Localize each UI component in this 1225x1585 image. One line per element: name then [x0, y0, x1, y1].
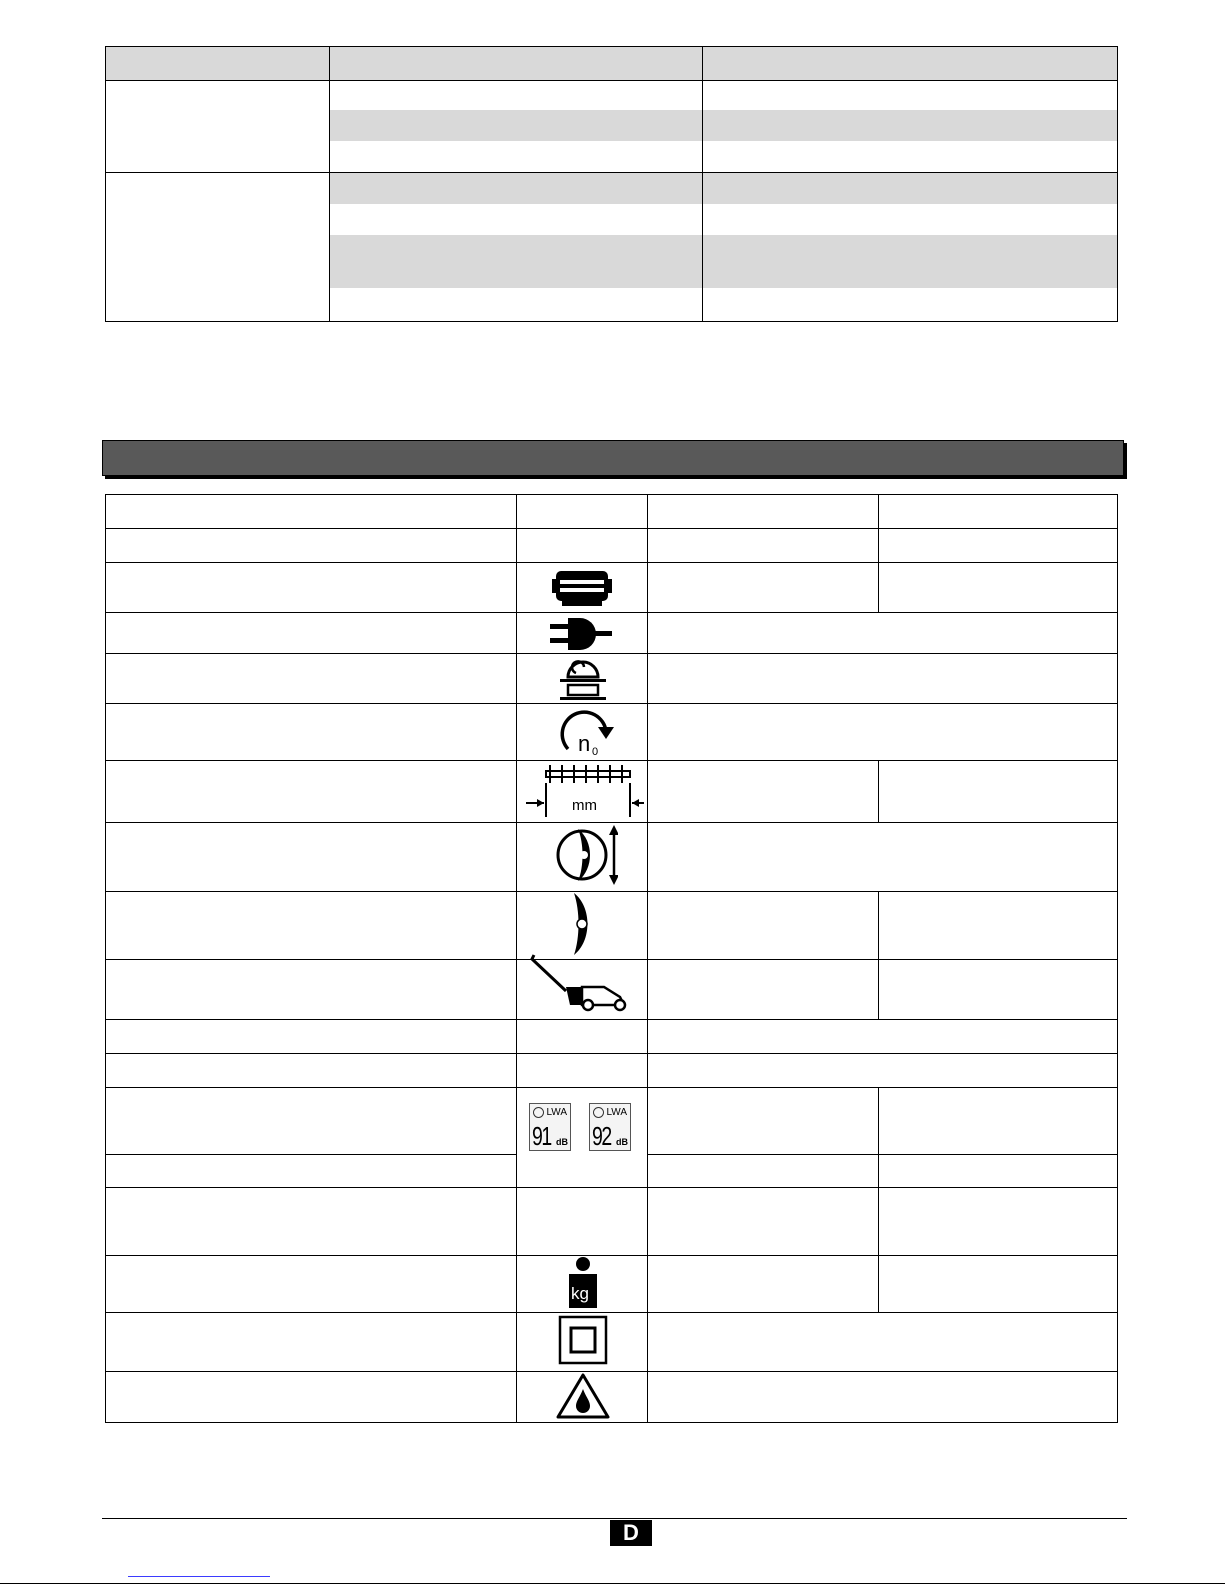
db-unit: dB — [556, 1137, 568, 1147]
sound-symbol-icon — [533, 1107, 544, 1118]
column-divider — [329, 47, 330, 321]
link-underline — [128, 1576, 270, 1577]
row-divider — [106, 612, 1117, 613]
top-table — [105, 46, 1118, 322]
column-divider — [878, 891, 879, 1019]
row-divider — [106, 562, 1117, 563]
column-divider — [647, 495, 648, 1422]
lawn-mower-icon — [530, 951, 630, 1013]
section-header-bar — [102, 440, 1124, 476]
power-plug-icon — [550, 616, 614, 652]
column-divider — [702, 47, 703, 321]
column-divider — [878, 760, 879, 822]
spec-table — [105, 494, 1118, 1423]
mm-label: mm — [572, 797, 597, 814]
motor-icon — [550, 565, 614, 609]
warning-icon — [556, 1373, 610, 1419]
table-row — [330, 235, 1117, 288]
speed-label: n — [578, 731, 591, 756]
column-divider — [878, 495, 879, 612]
row-divider — [106, 1371, 1117, 1372]
row-divider — [106, 1154, 516, 1155]
fuse-icon — [558, 655, 608, 701]
top-table-header-row — [106, 47, 1117, 81]
lwa-label: LWA — [546, 1107, 567, 1118]
row-divider — [106, 703, 1117, 704]
kg-label: kg — [571, 1284, 589, 1303]
row-divider — [106, 528, 1117, 529]
weight-icon — [568, 1257, 598, 1309]
row-divider — [106, 1255, 1117, 1256]
row-divider — [106, 653, 1117, 654]
row-divider — [106, 1053, 1117, 1054]
height-adjust-icon — [554, 823, 618, 887]
language-badge: D — [610, 1520, 652, 1546]
row-divider — [647, 1154, 1118, 1155]
row-divider — [106, 1087, 1117, 1088]
noise-value-right: 92 — [592, 1121, 611, 1151]
row-divider — [106, 1312, 1117, 1313]
speed-subscript: 0 — [592, 746, 599, 757]
row-group-divider — [106, 172, 1117, 173]
table-row — [330, 173, 1117, 204]
sound-power-label-icon — [529, 1103, 639, 1157]
column-divider — [878, 1087, 879, 1312]
sound-label-right — [589, 1103, 631, 1151]
page-bottom-rule — [0, 1583, 1225, 1584]
blade-icon — [568, 893, 594, 955]
column-divider — [516, 495, 517, 1422]
protection-class-ii-icon — [558, 1315, 608, 1365]
footer-rule — [102, 1518, 1127, 1519]
sound-label-left — [529, 1103, 571, 1151]
db-unit: dB — [616, 1137, 628, 1147]
rotation-speed-icon — [558, 705, 614, 757]
lwa-label: LWA — [606, 1107, 627, 1118]
sound-symbol-icon — [593, 1107, 604, 1118]
noise-value-left: 91 — [532, 1121, 551, 1151]
row-divider — [106, 1019, 1117, 1020]
table-row — [330, 110, 1117, 141]
row-divider — [106, 1187, 1117, 1188]
row-divider — [106, 891, 1117, 892]
cutting-width-icon — [524, 761, 644, 819]
